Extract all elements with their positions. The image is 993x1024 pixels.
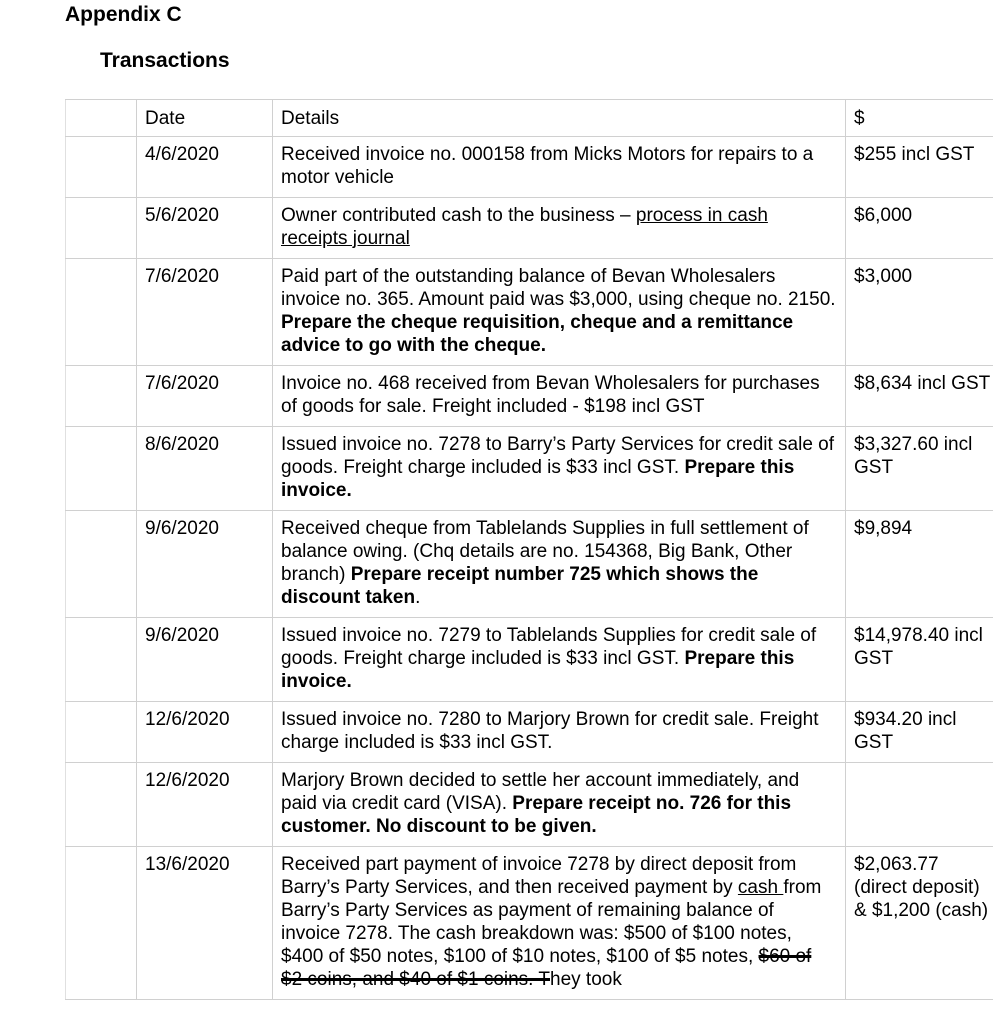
amount-cell: $3,327.60 incl GST (846, 427, 993, 511)
table-row (66, 137, 993, 198)
details-text: Issued invoice no. 7279 to Tablelands Supplies for credit sale of goods. Freight charge included is $33 incl GST. (281, 625, 817, 669)
details-cell (273, 366, 846, 427)
table-row (66, 511, 993, 618)
empty-cell (66, 366, 137, 427)
transactions-heading: Transactions (100, 49, 230, 72)
details-text: Prepare the cheque requisition, cheque and a remittance advice to go with the cheque. (281, 312, 794, 356)
table-row (66, 618, 993, 702)
empty-cell (66, 511, 137, 618)
details-cell (273, 847, 846, 1000)
details-text: Paid part of the outstanding balance of Bevan Wholesalers invoice no. 365. Amount paid was $3,000, using cheque no. 2150. (281, 266, 836, 310)
date-cell: 9/6/2020 (137, 511, 273, 618)
date-cell: 7/6/2020 (137, 366, 273, 427)
table-row (66, 702, 993, 763)
table-row (66, 259, 993, 366)
details-text: Issued invoice no. 7278 to Barry’s Party Services for credit sale of goods. Freight charge included is $33 incl GST. (281, 434, 835, 478)
details-text: Prepare receipt number 725 which shows the discount taken (281, 564, 759, 608)
table-row (66, 763, 993, 847)
amount-cell: $255 incl GST (846, 137, 993, 198)
details-text: process in cash receipts journal (281, 205, 768, 249)
details-text: Owner contributed cash to the business – (281, 205, 636, 226)
date-cell: 9/6/2020 (137, 618, 273, 702)
header-amount: $ (846, 100, 993, 137)
details-text: $60 of $2 coins, and $40 of $1 coins. T (281, 946, 812, 990)
amount-cell: $2,063.77 (direct deposit) & $1,200 (cash) (846, 847, 993, 1000)
amount-cell: $14,978.40 incl GST (846, 618, 993, 702)
date-cell: 12/6/2020 (137, 702, 273, 763)
appendix-heading: Appendix C (65, 3, 182, 26)
date-cell: 5/6/2020 (137, 198, 273, 259)
details-cell (273, 259, 846, 366)
details-text: hey took (550, 969, 622, 990)
transactions-table (65, 99, 993, 1000)
table-row (66, 847, 993, 1000)
table-header-row (66, 100, 993, 137)
amount-cell: $3,000 (846, 259, 993, 366)
amount-cell: $8,634 incl GST (846, 366, 993, 427)
details-text: cash (737, 877, 784, 898)
date-cell: 12/6/2020 (137, 763, 273, 847)
details-text: Issued invoice no. 7280 to Marjory Brown for credit sale. Freight charge included is $33 incl GST. (281, 709, 819, 753)
amount-cell: $9,894 (846, 511, 993, 618)
details-cell (273, 137, 846, 198)
empty-cell (66, 763, 137, 847)
empty-cell (66, 427, 137, 511)
details-text: Prepare this invoice. (281, 457, 795, 501)
details-cell (273, 702, 846, 763)
details-cell (273, 618, 846, 702)
amount-cell: $934.20 incl GST (846, 702, 993, 763)
details-cell (273, 198, 846, 259)
details-text: Received cheque from Tablelands Supplies in full settlement of balance owing. (Chq details are no. 154368, Big Bank, Other branch) (281, 518, 809, 585)
details-text: Marjory Brown decided to settle her account immediately, and paid via credit card (VISA). (281, 770, 800, 814)
date-cell: 7/6/2020 (137, 259, 273, 366)
details-text: Prepare receipt no. 726 for this customer. No discount to be given. (281, 793, 792, 837)
empty-cell (66, 618, 137, 702)
header-details: Details (273, 100, 846, 137)
details-cell (273, 763, 846, 847)
details-text: from Barry’s Party Services as payment of remaining balance of invoice 7278. The cash breakdown was: $500 of $100 notes, $400 of $50 notes, $100 of $10 notes, $100 of $5 notes, (281, 877, 822, 967)
empty-cell (66, 702, 137, 763)
empty-cell (66, 198, 137, 259)
empty-cell (66, 847, 137, 1000)
details-cell (273, 511, 846, 618)
details-cell (273, 427, 846, 511)
empty-cell (66, 137, 137, 198)
empty-cell (66, 259, 137, 366)
amount-cell (846, 763, 993, 847)
details-text: . (415, 587, 421, 608)
table-row (66, 427, 993, 511)
table-row (66, 366, 993, 427)
details-text: Prepare this invoice. (281, 648, 795, 692)
empty-cell (66, 100, 137, 137)
details-text: Invoice no. 468 received from Bevan Wholesalers for purchases of goods for sale. Freight included - $198 incl GST (281, 373, 820, 417)
date-cell: 4/6/2020 (137, 137, 273, 198)
table-row (66, 198, 993, 259)
date-cell: 13/6/2020 (137, 847, 273, 1000)
header-date: Date (137, 100, 273, 137)
amount-cell: $6,000 (846, 198, 993, 259)
details-text: Received part payment of invoice 7278 by direct deposit from Barry’s Party Services, and then received payment by (281, 854, 797, 898)
date-cell: 8/6/2020 (137, 427, 273, 511)
details-text: Received invoice no. 000158 from Micks Motors for repairs to a motor vehicle (281, 144, 814, 188)
